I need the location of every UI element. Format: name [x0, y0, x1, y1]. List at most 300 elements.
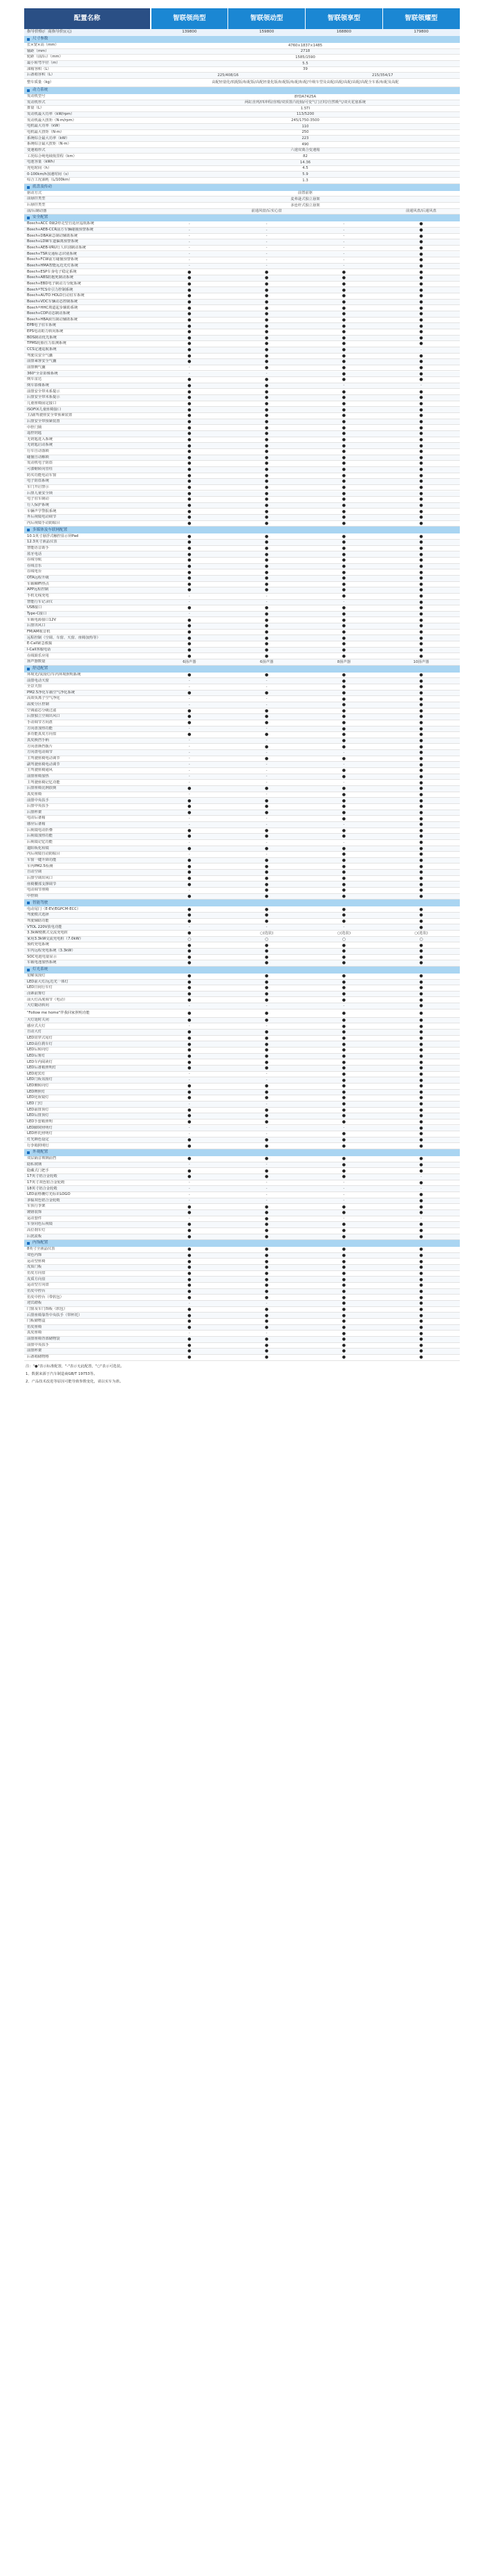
- standard-dot-icon: ●: [265, 576, 269, 581]
- standard-dot-icon: ●: [265, 810, 269, 815]
- spec-label: Bosch ® ABS防抱死制动系统: [27, 275, 74, 280]
- standard-dot-icon: ●: [419, 641, 423, 647]
- not-available-dash: -: [188, 678, 190, 683]
- not-available-dash: -: [420, 383, 422, 388]
- standard-dot-icon: ●: [342, 997, 346, 1003]
- standard-dot-icon: ●: [187, 395, 192, 401]
- spec-value: 10扬声器: [413, 659, 429, 664]
- standard-dot-icon: ●: [187, 497, 192, 502]
- section-header: [24, 214, 460, 221]
- standard-dot-icon: ●: [187, 540, 192, 545]
- not-available-dash: -: [266, 684, 268, 689]
- spec-label: 感应式大灯: [27, 1023, 46, 1028]
- spec-row: [24, 709, 460, 715]
- standard-dot-icon: ●: [342, 413, 346, 419]
- standard-dot-icon: ●: [265, 1259, 269, 1264]
- spec-row: [24, 55, 460, 61]
- spec-row: [24, 1041, 460, 1048]
- standard-dot-icon: ●: [419, 371, 423, 376]
- standard-dot-icon: ●: [419, 1222, 423, 1227]
- standard-dot-icon: ●: [265, 1216, 269, 1221]
- standard-dot-icon: ●: [419, 732, 423, 738]
- standard-dot-icon: ●: [419, 1283, 423, 1288]
- standard-dot-icon: ●: [265, 1277, 269, 1282]
- not-available-dash: -: [266, 840, 268, 845]
- standard-dot-icon: ●: [187, 1210, 192, 1216]
- standard-dot-icon: ●: [342, 1023, 346, 1029]
- standard-dot-icon: ●: [342, 949, 346, 954]
- spec-row: [24, 673, 460, 679]
- not-available-dash: -: [188, 745, 190, 749]
- standard-dot-icon: ●: [265, 997, 269, 1003]
- spec-row: [24, 1156, 460, 1162]
- spec-value-shared: 113/5200: [296, 112, 315, 117]
- standard-dot-icon: ●: [265, 798, 269, 803]
- not-available-dash: -: [188, 234, 190, 239]
- standard-dot-icon: ●: [187, 1222, 192, 1227]
- spec-row: [24, 359, 460, 365]
- not-available-dash: -: [188, 228, 190, 232]
- standard-dot-icon: ●: [265, 1228, 269, 1234]
- standard-dot-icon: ●: [342, 1162, 346, 1167]
- spec-row: [24, 401, 460, 408]
- section-header: [24, 527, 460, 533]
- spec-row: [24, 1313, 460, 1319]
- standard-dot-icon: ●: [187, 1053, 192, 1059]
- spec-label: 智能行车记录仪: [27, 599, 53, 604]
- spec-label: 仿皮方向盘: [27, 1270, 46, 1275]
- standard-dot-icon: ●: [419, 533, 423, 539]
- standard-dot-icon: ●: [342, 1210, 346, 1216]
- not-available-dash: -: [188, 792, 190, 797]
- spec-label: 高位刹车灯: [27, 1228, 46, 1233]
- standard-dot-icon: ●: [342, 913, 346, 918]
- standard-dot-icon: ●: [265, 558, 269, 563]
- standard-dot-icon: ●: [187, 1349, 192, 1354]
- spec-row: [24, 1277, 460, 1283]
- standard-dot-icon: ●: [187, 401, 192, 406]
- standard-dot-icon: ●: [187, 1095, 192, 1101]
- standard-dot-icon: ●: [419, 520, 423, 526]
- spec-row: [24, 300, 460, 306]
- spec-row: [24, 678, 460, 684]
- not-available-dash: -: [188, 1216, 190, 1221]
- not-available-dash: -: [188, 252, 190, 257]
- standard-dot-icon: ●: [419, 323, 423, 329]
- spec-label: 大灯随动转向: [27, 1003, 49, 1008]
- not-available-dash: -: [266, 600, 268, 605]
- spec-label: 电子防盗系统: [27, 479, 49, 484]
- not-available-dash: -: [188, 1162, 190, 1167]
- standard-dot-icon: ●: [265, 479, 269, 484]
- spec-row: [24, 960, 460, 967]
- spec-row: [24, 605, 460, 612]
- standard-dot-icon: ●: [187, 985, 192, 991]
- standard-dot-icon: ●: [187, 949, 192, 954]
- spec-label: 主驾驶座椅通风: [27, 768, 53, 773]
- standard-dot-icon: ●: [187, 347, 192, 353]
- spec-label: 前排座椅背部储物袋: [27, 1337, 60, 1342]
- standard-dot-icon: ●: [187, 786, 192, 792]
- not-available-dash: -: [188, 1301, 190, 1306]
- standard-dot-icon: ●: [342, 617, 346, 623]
- spec-row: [24, 293, 460, 300]
- spec-row: [24, 1283, 460, 1289]
- standard-dot-icon: ●: [419, 1162, 423, 1167]
- spec-label: ISOFIX儿童座椅接口: [27, 407, 62, 412]
- section-bullet-icon: [27, 902, 30, 904]
- standard-dot-icon: ●: [419, 1156, 423, 1162]
- standard-dot-icon: ●: [265, 1210, 269, 1216]
- standard-dot-icon: ●: [187, 335, 192, 340]
- standard-dot-icon: ●: [342, 720, 346, 726]
- spec-row: [24, 992, 460, 998]
- spec-row: [24, 641, 460, 648]
- standard-dot-icon: ●: [265, 1234, 269, 1239]
- spec-row: [24, 576, 460, 582]
- not-available-dash: -: [343, 239, 345, 244]
- section-title: 多媒体及车联网配置: [32, 527, 68, 532]
- not-available-dash: -: [188, 756, 190, 761]
- standard-dot-icon: ●: [419, 992, 423, 997]
- standard-dot-icon: ●: [265, 425, 269, 430]
- not-available-dash: -: [343, 221, 345, 226]
- section-bullet-icon: [27, 1151, 30, 1154]
- not-available-dash: -: [266, 678, 268, 683]
- price-value-1: 139800: [182, 30, 197, 35]
- standard-dot-icon: ●: [265, 347, 269, 353]
- standard-dot-icon: ●: [187, 942, 192, 948]
- standard-dot-icon: ●: [187, 714, 192, 720]
- section-header: [24, 899, 460, 906]
- not-available-dash: -: [266, 234, 268, 239]
- standard-dot-icon: ●: [187, 1084, 192, 1089]
- standard-dot-icon: ●: [419, 714, 423, 720]
- standard-dot-icon: ●: [265, 1174, 269, 1180]
- not-available-dash: -: [188, 684, 190, 689]
- standard-dot-icon: ●: [342, 1337, 346, 1342]
- standard-dot-icon: ●: [265, 992, 269, 997]
- spec-label: 后扰流板: [27, 1234, 42, 1239]
- standard-dot-icon: ●: [419, 479, 423, 484]
- standard-dot-icon: ●: [419, 341, 423, 347]
- standard-dot-icon: ●: [265, 383, 269, 389]
- spec-label: 后排座椅靠背中央扶手（带杯托）: [27, 1313, 82, 1317]
- spec-label: 在线电台: [27, 569, 42, 574]
- spec-label: VTOL 220V放电功能: [27, 924, 62, 929]
- not-available-dash: -: [266, 1331, 268, 1335]
- spec-row: [24, 336, 460, 342]
- standard-dot-icon: ●: [342, 1222, 346, 1227]
- standard-dot-icon: ●: [342, 455, 346, 460]
- not-available-dash: -: [266, 750, 268, 755]
- spec-row: [24, 130, 460, 136]
- standard-dot-icon: ●: [265, 455, 269, 460]
- standard-dot-icon: ●: [419, 653, 423, 659]
- standard-dot-icon: ●: [342, 545, 346, 551]
- standard-dot-icon: ●: [265, 870, 269, 875]
- spec-row: [24, 282, 460, 288]
- spec-table-body: [24, 36, 460, 1361]
- not-available-dash: -: [266, 1180, 268, 1185]
- spec-row: [24, 449, 460, 455]
- spec-label: 仿皮座椅: [27, 1324, 42, 1329]
- spec-value: ○(选装): [259, 931, 274, 935]
- standard-dot-icon: ●: [419, 744, 423, 749]
- spec-row: [24, 365, 460, 372]
- spec-label: 前排电动天窗: [27, 678, 49, 683]
- standard-dot-icon: ●: [187, 1265, 192, 1270]
- not-available-dash: -: [343, 1216, 345, 1221]
- standard-dot-icon: ●: [419, 431, 423, 437]
- standard-dot-icon: ●: [419, 822, 423, 828]
- spec-row: [24, 1102, 460, 1108]
- standard-dot-icon: ●: [342, 1349, 346, 1354]
- spec-row: [24, 942, 460, 949]
- standard-dot-icon: ●: [419, 756, 423, 762]
- standard-dot-icon: ●: [187, 1247, 192, 1252]
- spec-label: 电动后备箱: [27, 816, 46, 821]
- spec-row: [24, 1036, 460, 1042]
- standard-dot-icon: ●: [187, 708, 192, 713]
- spec-row: [24, 702, 460, 709]
- spec-row: [24, 1331, 460, 1337]
- standard-dot-icon: ●: [419, 377, 423, 383]
- not-available-dash: -: [266, 1102, 268, 1106]
- standard-dot-icon: ●: [265, 503, 269, 509]
- standard-dot-icon: ●: [265, 359, 269, 365]
- standard-dot-icon: ●: [265, 1120, 269, 1125]
- spec-label: 前/后制动器: [27, 208, 47, 213]
- spec-label: 温度分区控制: [27, 702, 49, 707]
- standard-dot-icon: ●: [265, 1030, 269, 1035]
- standard-dot-icon: ●: [342, 1089, 346, 1095]
- standard-dot-icon: ●: [419, 1319, 423, 1324]
- standard-dot-icon: ●: [187, 1089, 192, 1095]
- footnote-line: 2、产品技术改进等原因可能导致参数变化，请以实车为准。: [26, 1380, 124, 1385]
- spec-label: 后排座椅比例放倒: [27, 786, 57, 791]
- standard-dot-icon: ●: [419, 311, 423, 317]
- standard-dot-icon: ●: [342, 881, 346, 887]
- not-available-dash: -: [266, 1024, 268, 1029]
- standard-dot-icon: ●: [342, 503, 346, 509]
- standard-dot-icon: ●: [187, 846, 192, 851]
- standard-dot-icon: ●: [342, 1053, 346, 1059]
- standard-dot-icon: ●: [265, 293, 269, 299]
- standard-dot-icon: ●: [419, 1113, 423, 1119]
- standard-dot-icon: ●: [419, 1035, 423, 1041]
- standard-dot-icon: ●: [419, 1265, 423, 1270]
- spec-label: 儿童座椅固定接口: [27, 401, 57, 405]
- spec-label: LED日间行车灯: [27, 985, 53, 990]
- standard-dot-icon: ●: [187, 1228, 192, 1234]
- standard-dot-icon: ●: [419, 960, 423, 966]
- standard-dot-icon: ●: [419, 1192, 423, 1198]
- spec-value-shared: 六速双离合变速箱: [290, 148, 320, 153]
- spec-row: [24, 1337, 460, 1343]
- standard-dot-icon: ●: [342, 672, 346, 677]
- spec-row: [24, 546, 460, 552]
- spec-label: 皮质方向盘: [27, 1277, 46, 1281]
- standard-dot-icon: ●: [419, 630, 423, 635]
- standard-dot-icon: ●: [419, 461, 423, 466]
- spec-row: [24, 1108, 460, 1114]
- standard-dot-icon: ●: [187, 906, 192, 912]
- standard-dot-icon: ●: [342, 756, 346, 762]
- standard-dot-icon: ●: [419, 1077, 423, 1083]
- spec-row: [24, 600, 460, 606]
- not-available-dash: -: [188, 1077, 190, 1082]
- spec-row: [24, 1271, 460, 1277]
- standard-dot-icon: ●: [265, 323, 269, 329]
- spec-label: USB接口: [27, 605, 42, 610]
- standard-dot-icon: ●: [187, 1138, 192, 1143]
- spec-label: Bosch ® ESP车身电子稳定系统: [27, 269, 77, 274]
- standard-dot-icon: ●: [342, 726, 346, 731]
- standard-dot-icon: ●: [187, 317, 192, 322]
- spec-value-shared: 2718: [300, 49, 310, 54]
- spec-label: 皮质门板: [27, 1265, 42, 1270]
- standard-dot-icon: ●: [419, 726, 423, 731]
- spec-label: Bosch ® TCS牵引力控制系统: [27, 287, 73, 292]
- spec-label: 车内远程充电系统（3.3kW）: [27, 949, 75, 953]
- standard-dot-icon: ●: [419, 1295, 423, 1300]
- spec-row: [24, 425, 460, 431]
- spec-label: 手动调节方向盘: [27, 720, 53, 725]
- spec-label: 后排杯架: [27, 810, 42, 814]
- spec-label: 双色内饰: [27, 1253, 42, 1258]
- standard-dot-icon: ●: [265, 641, 269, 647]
- spec-row: [24, 780, 460, 786]
- not-available-dash: -: [266, 1162, 268, 1167]
- spec-row: [24, 323, 460, 329]
- standard-dot-icon: ●: [187, 1234, 192, 1239]
- standard-dot-icon: ●: [265, 467, 269, 473]
- spec-label: 卤素前雾灯: [27, 992, 46, 996]
- not-available-dash: -: [188, 852, 190, 857]
- spec-label: 中控锁: [27, 893, 38, 898]
- spec-row: [24, 1343, 460, 1349]
- spec-label: 中控门锁: [27, 425, 42, 430]
- spec-row: [24, 1084, 460, 1090]
- standard-dot-icon: ●: [187, 377, 192, 383]
- standard-dot-icon: ●: [419, 1102, 423, 1107]
- not-available-dash: -: [266, 252, 268, 257]
- spec-row: [24, 714, 460, 720]
- not-available-dash: -: [420, 1186, 422, 1191]
- spec-label: 排量（L）: [27, 106, 44, 111]
- standard-dot-icon: ●: [342, 515, 346, 520]
- spec-label: Bosch ® HMA智能远近光灯系统: [27, 263, 78, 268]
- standard-dot-icon: ●: [419, 581, 423, 587]
- spec-label: 遥控钥匙: [27, 431, 42, 436]
- spec-row: [24, 1018, 460, 1024]
- standard-dot-icon: ●: [342, 864, 346, 869]
- not-available-dash: -: [266, 246, 268, 250]
- standard-dot-icon: ●: [265, 1313, 269, 1318]
- not-available-dash: -: [188, 594, 190, 599]
- standard-dot-icon: ●: [265, 317, 269, 322]
- spec-label: Bosch ® AEB-VRU行人识别制动系统: [27, 246, 86, 250]
- spec-row: [24, 1247, 460, 1253]
- standard-dot-icon: ●: [342, 576, 346, 581]
- standard-dot-icon: ●: [419, 275, 423, 281]
- spec-row: [24, 1216, 460, 1223]
- not-available-dash: -: [188, 924, 190, 929]
- section-title: 内饰配置: [32, 1241, 48, 1245]
- spec-row: [24, 191, 460, 197]
- section-title: 尺寸参数: [32, 37, 48, 42]
- standard-dot-icon: ●: [419, 269, 423, 275]
- standard-dot-icon: ●: [187, 804, 192, 810]
- standard-dot-icon: ●: [187, 413, 192, 419]
- spec-row: [24, 648, 460, 654]
- section-bullet-icon: [27, 89, 30, 92]
- standard-dot-icon: ●: [419, 804, 423, 810]
- spec-row: [24, 79, 460, 87]
- standard-dot-icon: ●: [265, 1059, 269, 1065]
- not-available-dash: -: [266, 816, 268, 821]
- standard-dot-icon: ●: [342, 587, 346, 593]
- spec-label: LED化妆镜灯: [27, 1095, 49, 1100]
- spec-row: [24, 239, 460, 246]
- standard-dot-icon: ●: [265, 269, 269, 275]
- spec-label: Bosch ® LDW车道偏离预警系统: [27, 239, 79, 244]
- not-available-dash: -: [188, 600, 190, 605]
- standard-dot-icon: ●: [265, 630, 269, 635]
- spec-label: 车身同色后视镜: [27, 1222, 53, 1227]
- standard-dot-icon: ●: [265, 1156, 269, 1162]
- standard-dot-icon: ●: [265, 1107, 269, 1113]
- not-available-dash: -: [266, 372, 268, 376]
- spec-row: [24, 178, 460, 184]
- spec-row: [24, 732, 460, 738]
- not-available-dash: -: [266, 1131, 268, 1136]
- standard-dot-icon: ●: [419, 1337, 423, 1342]
- standard-dot-icon: ●: [419, 1306, 423, 1312]
- spec-row: [24, 160, 460, 166]
- spec-row: [24, 1349, 460, 1355]
- spec-label: 运动套件: [27, 1216, 42, 1221]
- spec-value-shared: 两缸直列/四冲程/直喷/双顶置凸轮轴/可变气门正时/自然吸气/双火花塞系统: [245, 100, 366, 105]
- spec-row: [24, 720, 460, 727]
- spec-label: 预约充电系统: [27, 942, 49, 947]
- spec-row: [24, 985, 460, 992]
- standard-dot-icon: ●: [342, 1168, 346, 1173]
- spec-row: [24, 1162, 460, 1169]
- standard-dot-icon: ●: [342, 1319, 346, 1324]
- spec-row: [24, 846, 460, 852]
- spec-row: [24, 750, 460, 756]
- spec-row: [24, 558, 460, 564]
- spec-label: 隐藏式门把手: [27, 1168, 49, 1173]
- standard-dot-icon: ●: [342, 437, 346, 442]
- standard-dot-icon: ●: [265, 395, 269, 401]
- standard-dot-icon: ●: [342, 768, 346, 774]
- spec-label: 17英寸铝合金轮毂: [27, 1174, 57, 1179]
- standard-dot-icon: ●: [419, 246, 423, 251]
- standard-dot-icon: ●: [187, 1120, 192, 1125]
- spec-row: [24, 1174, 460, 1180]
- standard-dot-icon: ●: [342, 974, 346, 979]
- spec-row: [24, 774, 460, 780]
- standard-dot-icon: ●: [419, 1059, 423, 1065]
- standard-dot-icon: ●: [342, 329, 346, 335]
- spec-label: 前排座椅加热: [27, 774, 49, 778]
- standard-dot-icon: ●: [265, 858, 269, 864]
- spec-row: [24, 1259, 460, 1266]
- header-model-1: 智联领尚型: [151, 8, 228, 29]
